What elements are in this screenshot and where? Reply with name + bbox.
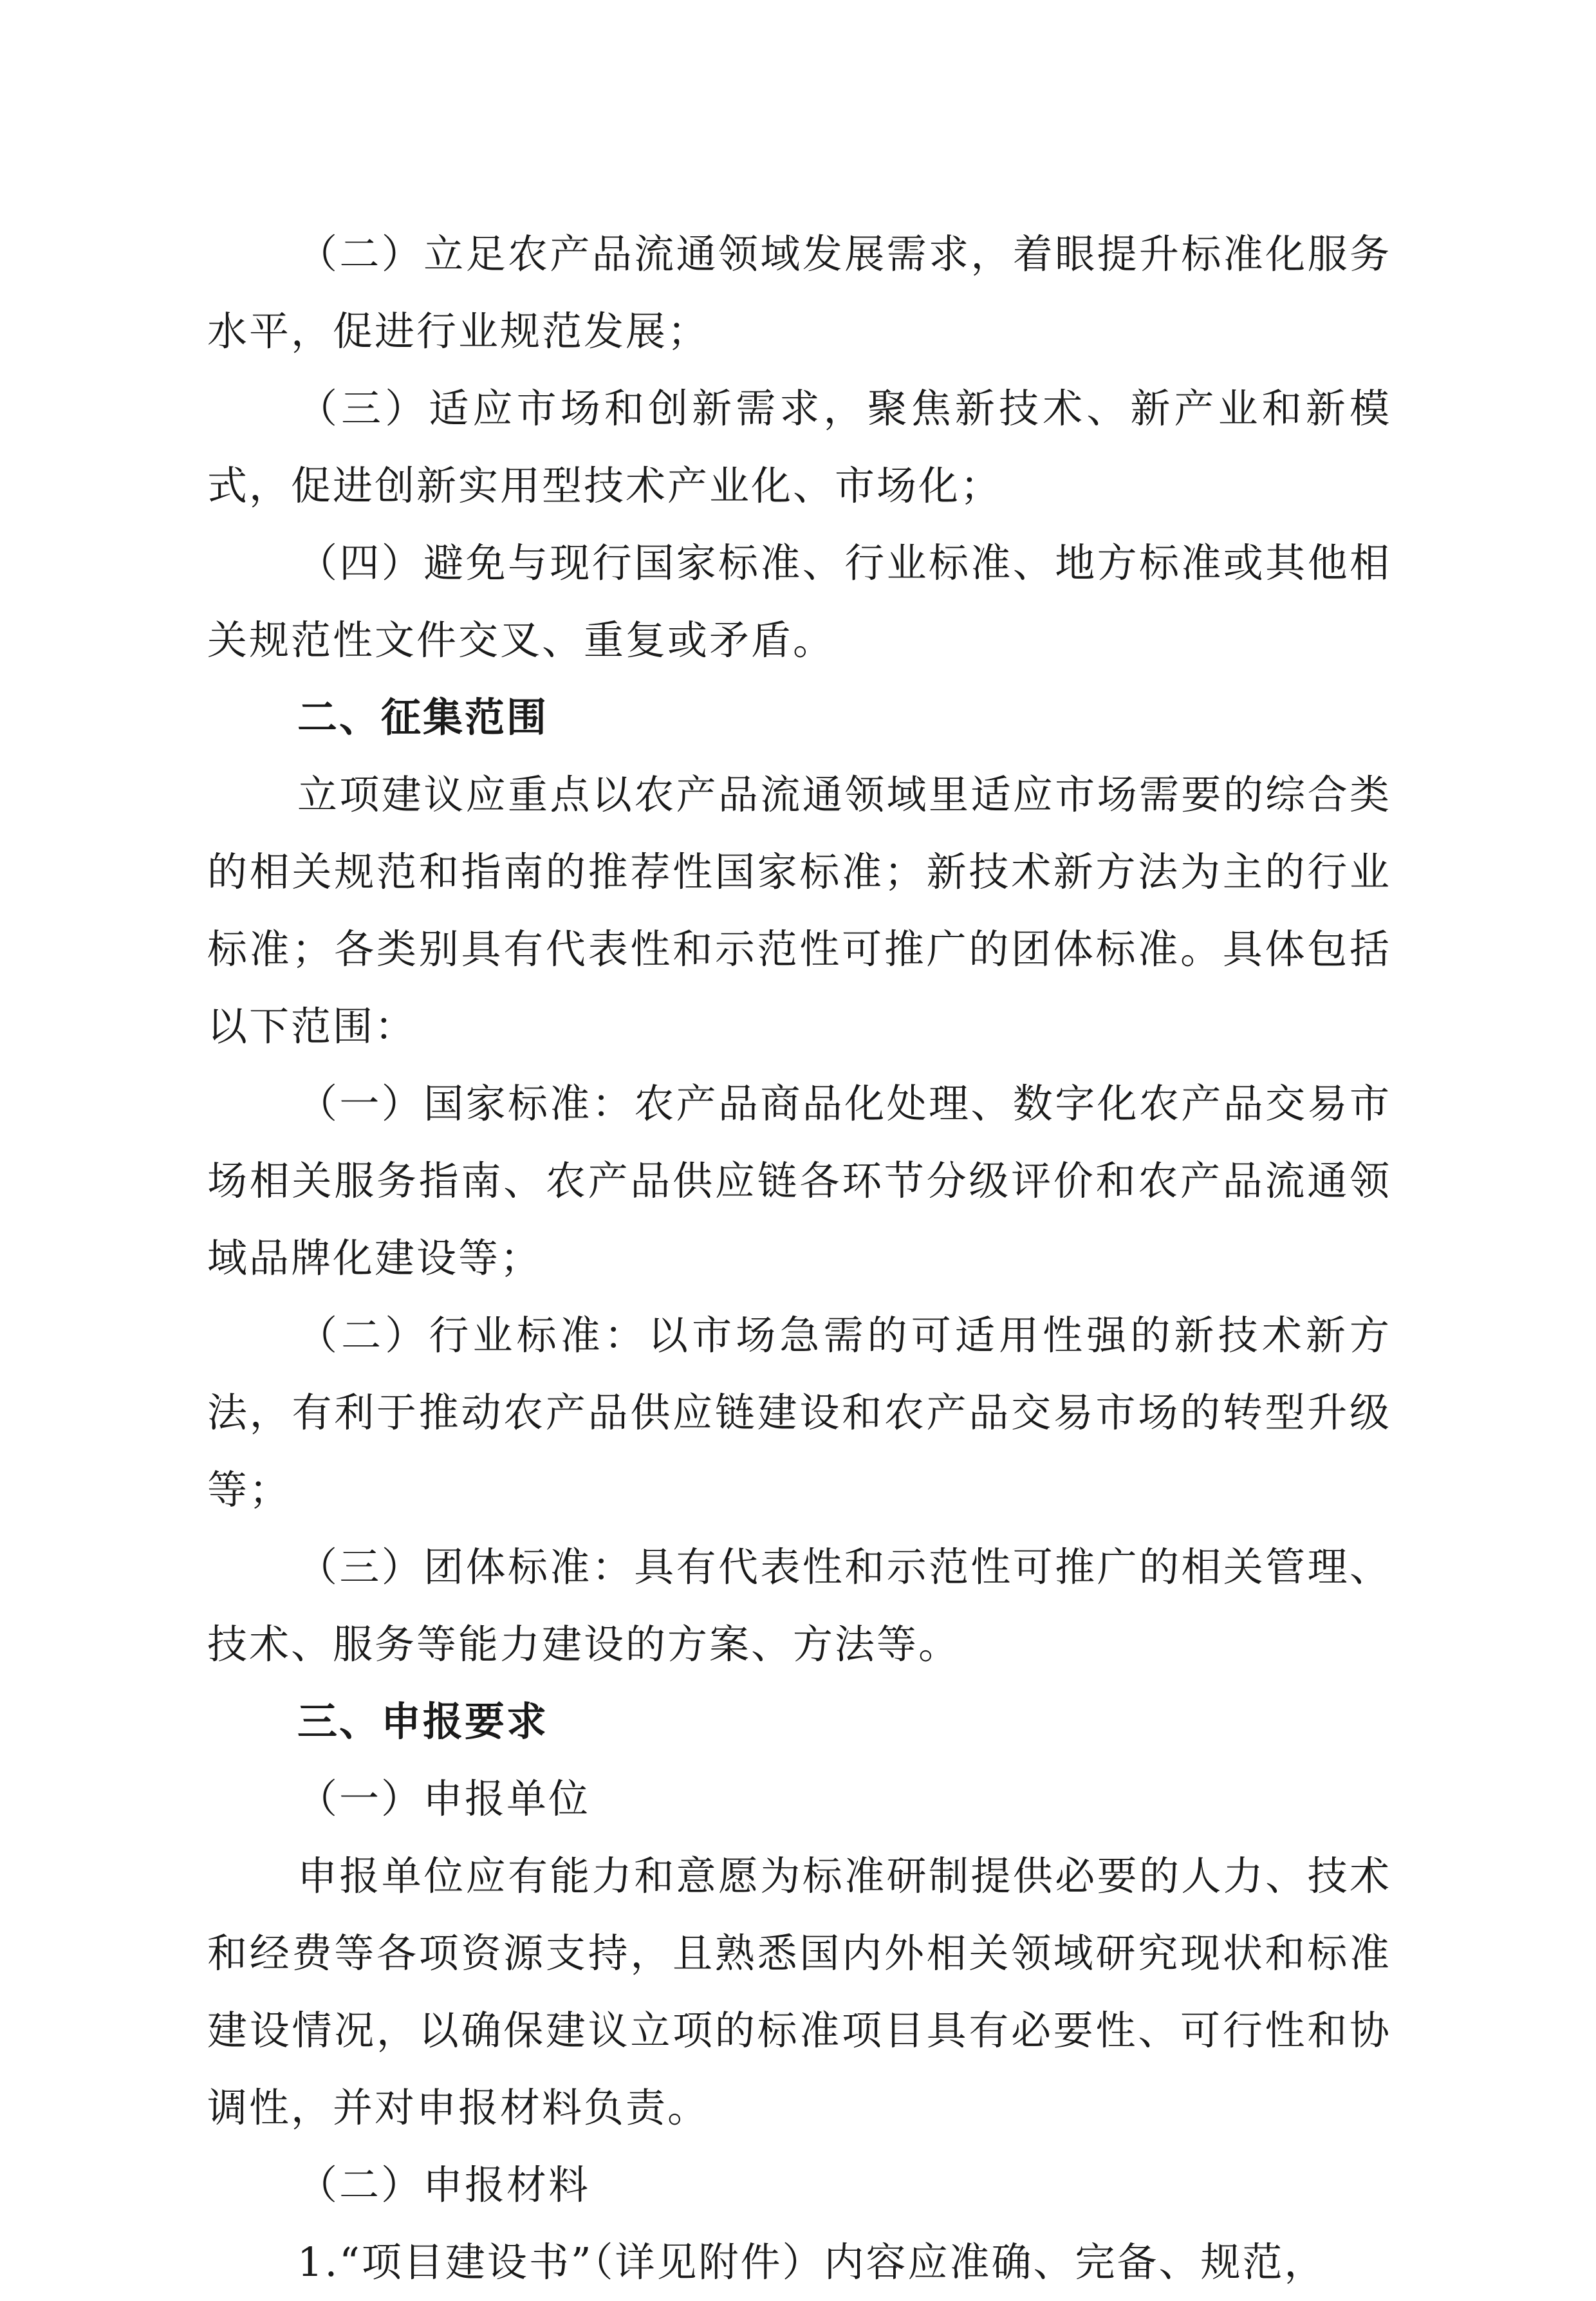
paragraph-goal-3: （三）适应市场和创新需求，聚焦新技术、新产业和新模式，促进创新实用型技术产业化、市场化； xyxy=(207,385,1391,509)
paragraph-scope-industry: （二）行业标准：以市场急需的可适用性强的新技术新方法，有利于推动农产品供应链建设和农产品交易市场的转型升级等； xyxy=(207,1312,1391,1513)
paragraph-scope-group: （三）团体标准：具有代表性和示范性可推广的相关管理、技术、服务等能力建设的方案、方法等。 xyxy=(207,1543,1391,1668)
paragraph-materials-1: 1.“项目建设书”（详见附件）内容应准确、完备、规范， xyxy=(297,2239,1326,2286)
subheading-applicant: （一）申报单位 xyxy=(297,1775,591,1822)
paragraph-scope-national: （一）国家标准：农产品商品化处理、数字化农产品交易市场相关服务指南、农产品供应链各环节分级评价和农产品流通领域品牌化建设等； xyxy=(207,1080,1391,1281)
paragraph-scope-intro: 立项建议应重点以农产品流通领域里适应市场需要的综合类的相关规范和指南的推荐性国家标准；新技术新方法为主的行业标准；各类别具有代表性和示范性可推广的团体标准。具体包括以下范围： xyxy=(207,771,1391,1050)
section-heading-scope: 二、征集范围 xyxy=(297,694,549,741)
paragraph-applicant: 申报单位应有能力和意愿为标准研制提供必要的人力、技术和经费等各项资源支持，且熟悉国内外相关领域研究现状和标准建设情况，以确保建议立项的标准项目具有必要性、可行性和协调性，并对申报材料负责。 xyxy=(207,1852,1391,2131)
section-heading-requirements: 三、申报要求 xyxy=(297,1698,549,1745)
subheading-materials: （二）申报材料 xyxy=(297,2161,591,2208)
paragraph-goal-4: （四）避免与现行国家标准、行业标准、地方标准或其他相关规范性文件交叉、重复或矛盾。 xyxy=(207,539,1391,664)
document-page xyxy=(207,216,1391,2301)
paragraph-goal-2: （二）立足农产品流通领域发展需求，着眼提升标准化服务水平，促进行业规范发展； xyxy=(207,230,1391,355)
